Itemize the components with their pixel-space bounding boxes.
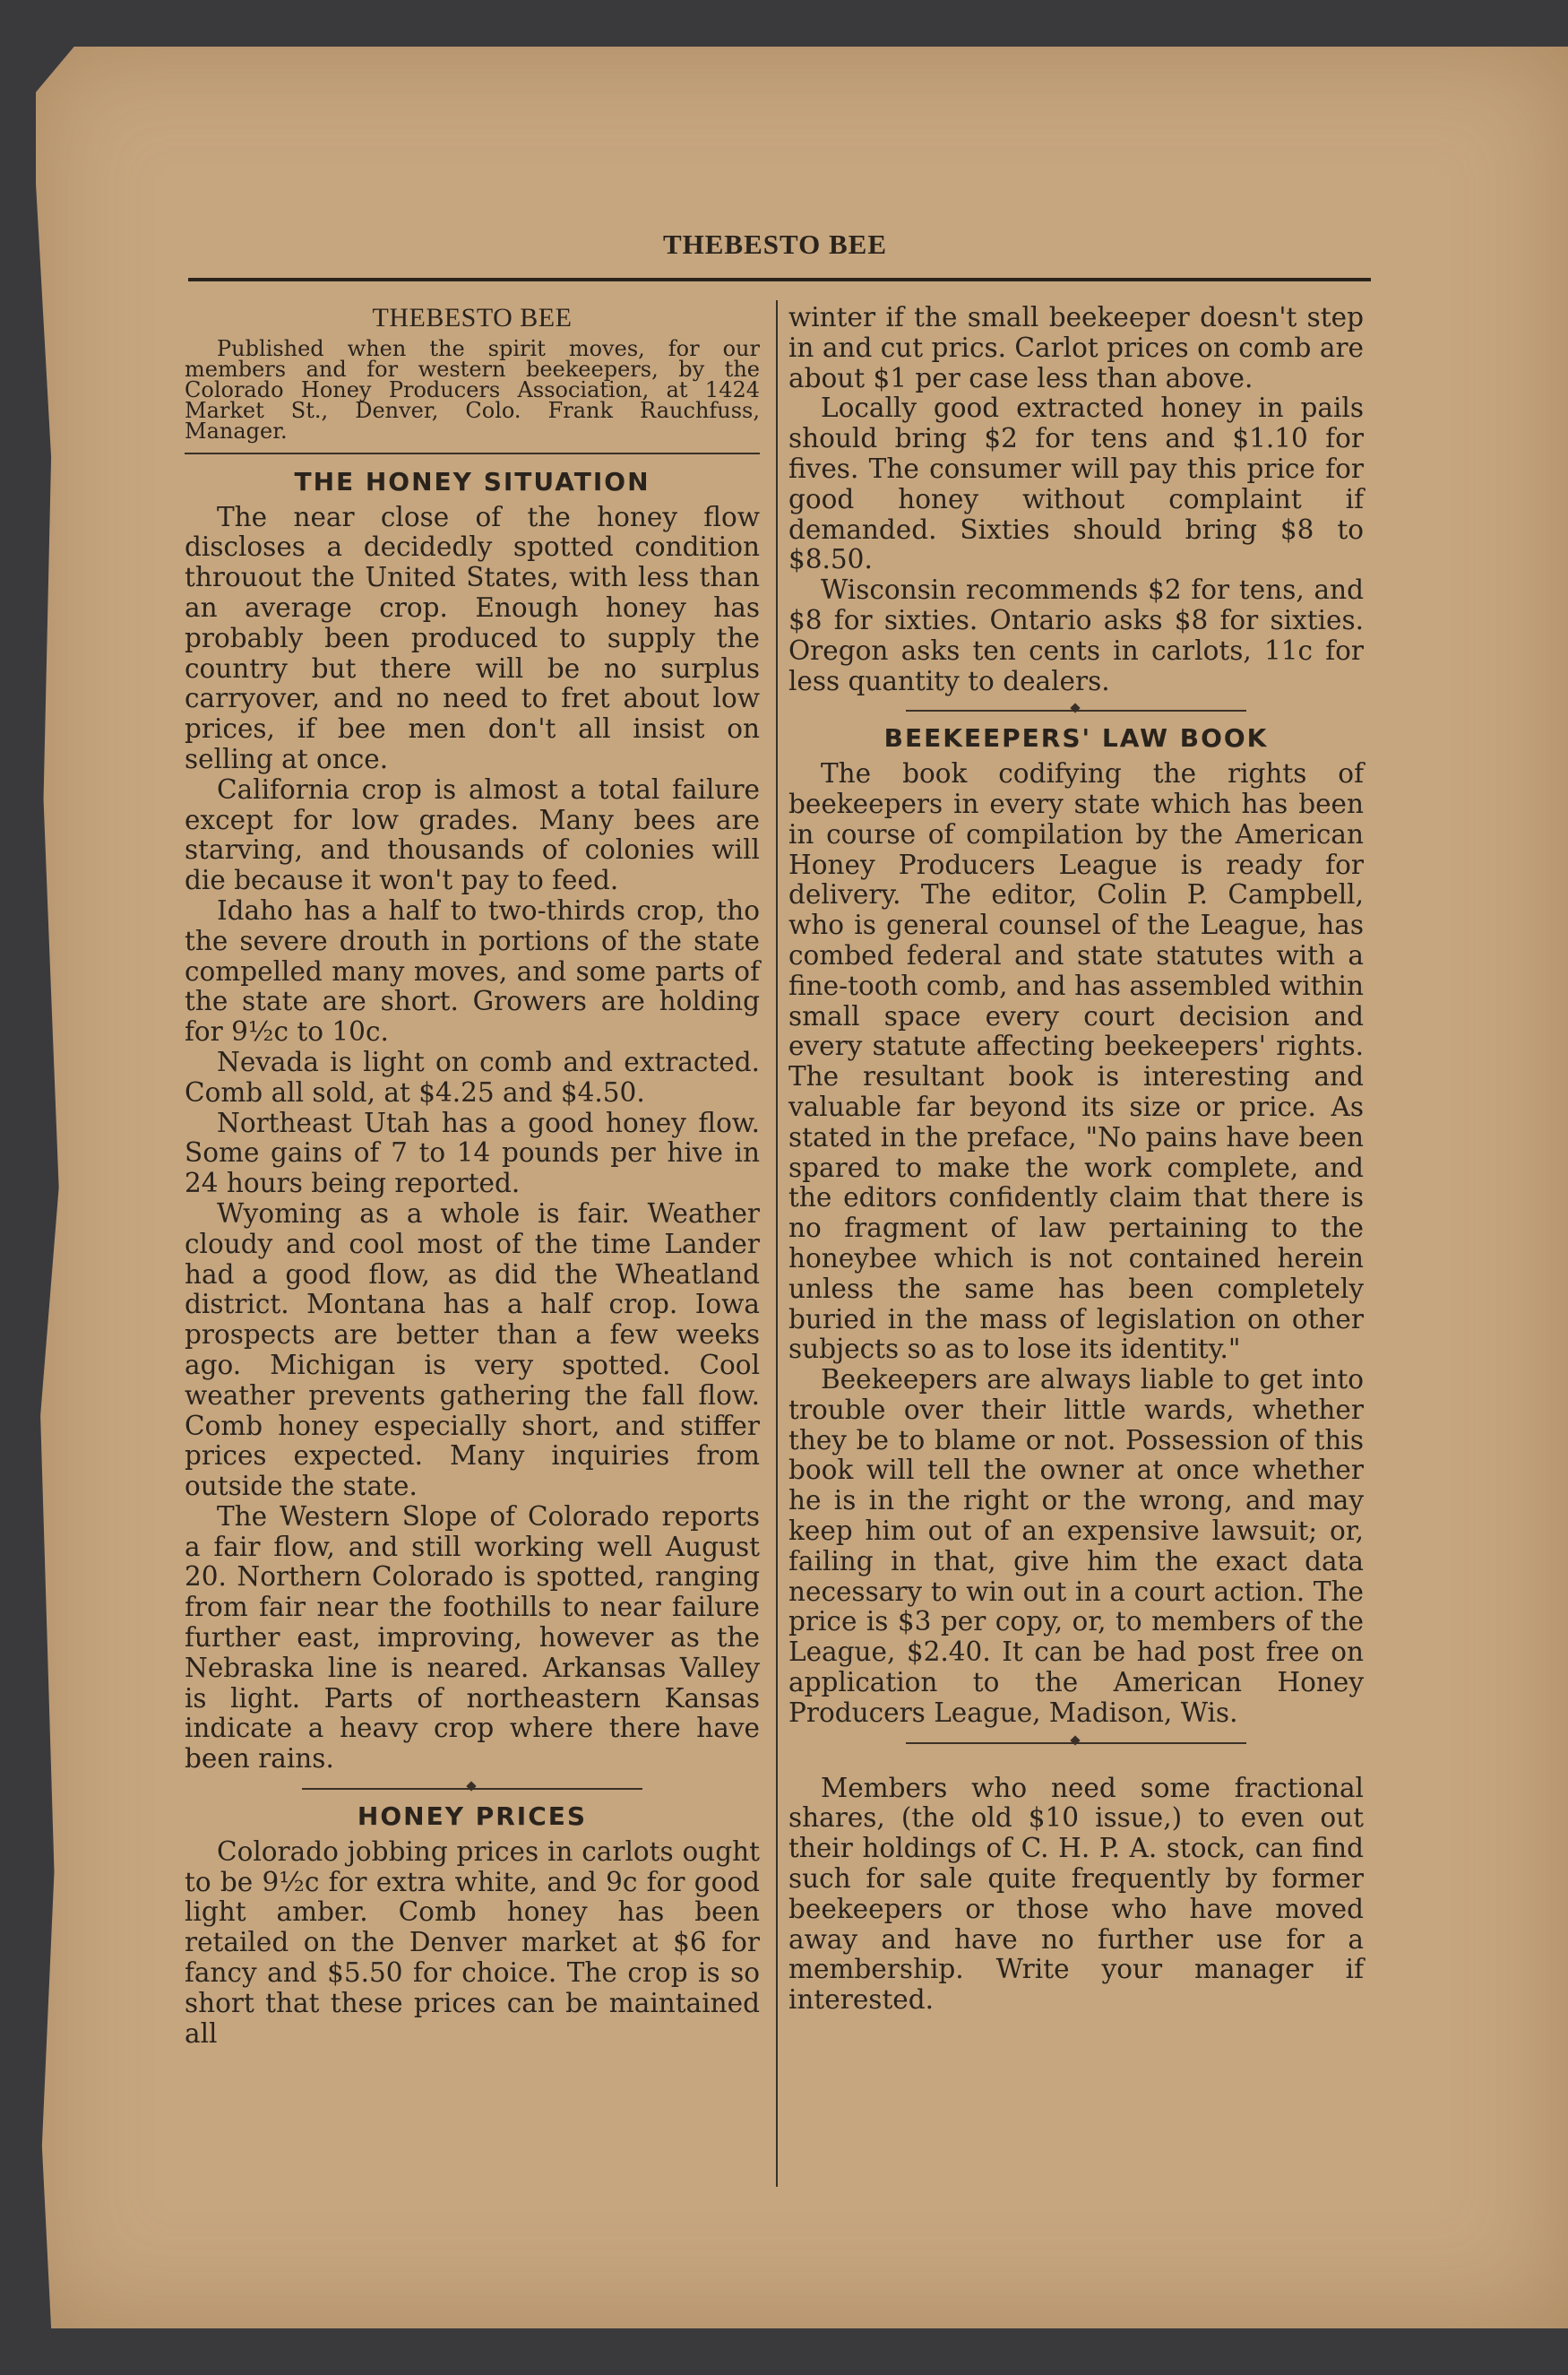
article-paragraph: California crop is almost a total failure except for low grades. Many bees are starving, and thousands of colonies will die because it won't pay to feed.	[185, 773, 760, 896]
article-paragraph: Colorado jobbing prices in carlots ought to be 9½c for extra white, and 9c for good light amber. Comb honey has been retailed on the Denver market at $6 for fancy and $5.50 for choice. The crop is so short that these prices can be maintained all	[185, 1835, 760, 2049]
masthead-rule	[185, 453, 760, 454]
left-column	[185, 303, 760, 2049]
article-paragraph: Wisconsin recommends $2 for tens, and $8 for sixties. Ontario asks $8 for sixties. Oregon asks ten cents in carlots, 11c for less quantity to dealers.	[788, 574, 1364, 696]
page-header: THEBESTO BEE	[662, 229, 888, 260]
ornament-divider	[906, 702, 1246, 720]
article-paragraph: The Western Slope of Colorado reports a fair flow, and still working well August 20. Northern Colorado is spotted, ranging from fair near the foothills to near failure further east, improving, however as the Nebraska line is neared. Arkansas Valley is light. Parts of northeastern Kansas indicate a heavy crop where there have been rains.	[185, 1500, 760, 1775]
section-heading-honey-situation: THE HONEY SITUATION	[294, 466, 650, 497]
right-column	[788, 303, 1364, 2016]
masthead-text: Published when the spirit moves, for our members and for western beekeepers, by the Colorado Honey Producers Association, at 1424 Market St., Denver, Colo. Frank Rauchfuss, Manager.	[185, 335, 760, 444]
article-paragraph: The book codifying the rights of beekeepers in every state which has been in course of compilation by the American Honey Producers League is ready for delivery. The editor, Colin P. Campbell, who is general counsel of the League, has combed federal and state statutes with a fine-tooth comb, and has assembled within small space every court decision and every statute affecting beekeepers' rights. The resultant book is interesting and valuable far beyond its size or price. As stated in the preface, "No pains have been spared to make the work complete, and the editors confidently claim that there is no fragment of law pertaining to the honeybee which is not contained herein unless the same has been completely buried in the mass of legislation on other subjects so as to lose its identity."	[788, 758, 1364, 1365]
article-paragraph: Wyoming as a whole is fair. Weather cloudy and cool most of the time Lander had a good flow, as did the Wheatland district. Montana has a half crop. Iowa prospects are better than a few weeks ago. Michigan is very spotted. Cool weather prevents gathering the fall flow. Comb honey especially short, and stiffer prices expected. Many inquiries from outside the state.	[185, 1197, 760, 1502]
article-paragraph: The near close of the honey flow discloses a decidedly spotted condition throuout the United States, with less than an average crop. Enough honey has probably been produced to supply the country but there will be no surplus carryover, and no need to fret about low prices, if bee men don't all insist on selling at once.	[185, 501, 760, 774]
article-paragraph: Locally good extracted honey in pails should bring $2 for tens and $1.10 for fives. The consumer will pay this price for good honey without complaint if demanded. Sixties should bring $8 to $8.50.	[788, 393, 1364, 575]
ornament-divider	[302, 1780, 642, 1798]
column-divider	[776, 300, 778, 2187]
notice-paragraph: Members who need some fractional shares, (the old $10 issue,) to even out their holdings of C. H. P. A. stock, can find such for sale quite frequently by former beekeepers or those who have moved away and have no further use for a membership. Write your manager if interested.	[788, 1772, 1364, 2016]
article-paragraph: Beekeepers are always liable to get into trouble over their little wards, whether they be to blame or not. Possession of this book will tell the owner at once whether he is in the right or the wrong, and may keep him out of an expensive lawsuit; or, failing in that, give him the exact data necessary to win out in a court action. The price is $3 per copy, or, to members of the League, $2.40. It can be had post free on application to the American Honey Producers League, Madison, Wis.	[788, 1364, 1364, 1728]
section-heading-honey-prices: HONEY PRICES	[357, 1801, 588, 1832]
masthead-title: THEBESTO BEE	[372, 303, 573, 332]
article-paragraph: Nevada is light on comb and extracted. Comb all sold, at $4.25 and $4.50.	[185, 1046, 760, 1108]
section-heading-law-book: BEEKEEPERS' LAW BOOK	[883, 723, 1269, 754]
header-rule	[188, 278, 1371, 281]
article-paragraph: Northeast Utah has a good honey flow. Some gains of 7 to 14 pounds per hive in 24 hours being reported.	[185, 1107, 760, 1199]
ornament-divider	[906, 1734, 1246, 1752]
article-paragraph: Idaho has a half to two-thirds crop, tho the severe drouth in portions of the state compelled many moves, and some parts of the state are short. Growers are holding for 9½c to 10c.	[185, 894, 760, 1048]
article-paragraph-continued: winter if the small beekeeper doesn't step in and cut prics. Carlot prices on comb are about $1 per case less than above.	[788, 302, 1364, 393]
